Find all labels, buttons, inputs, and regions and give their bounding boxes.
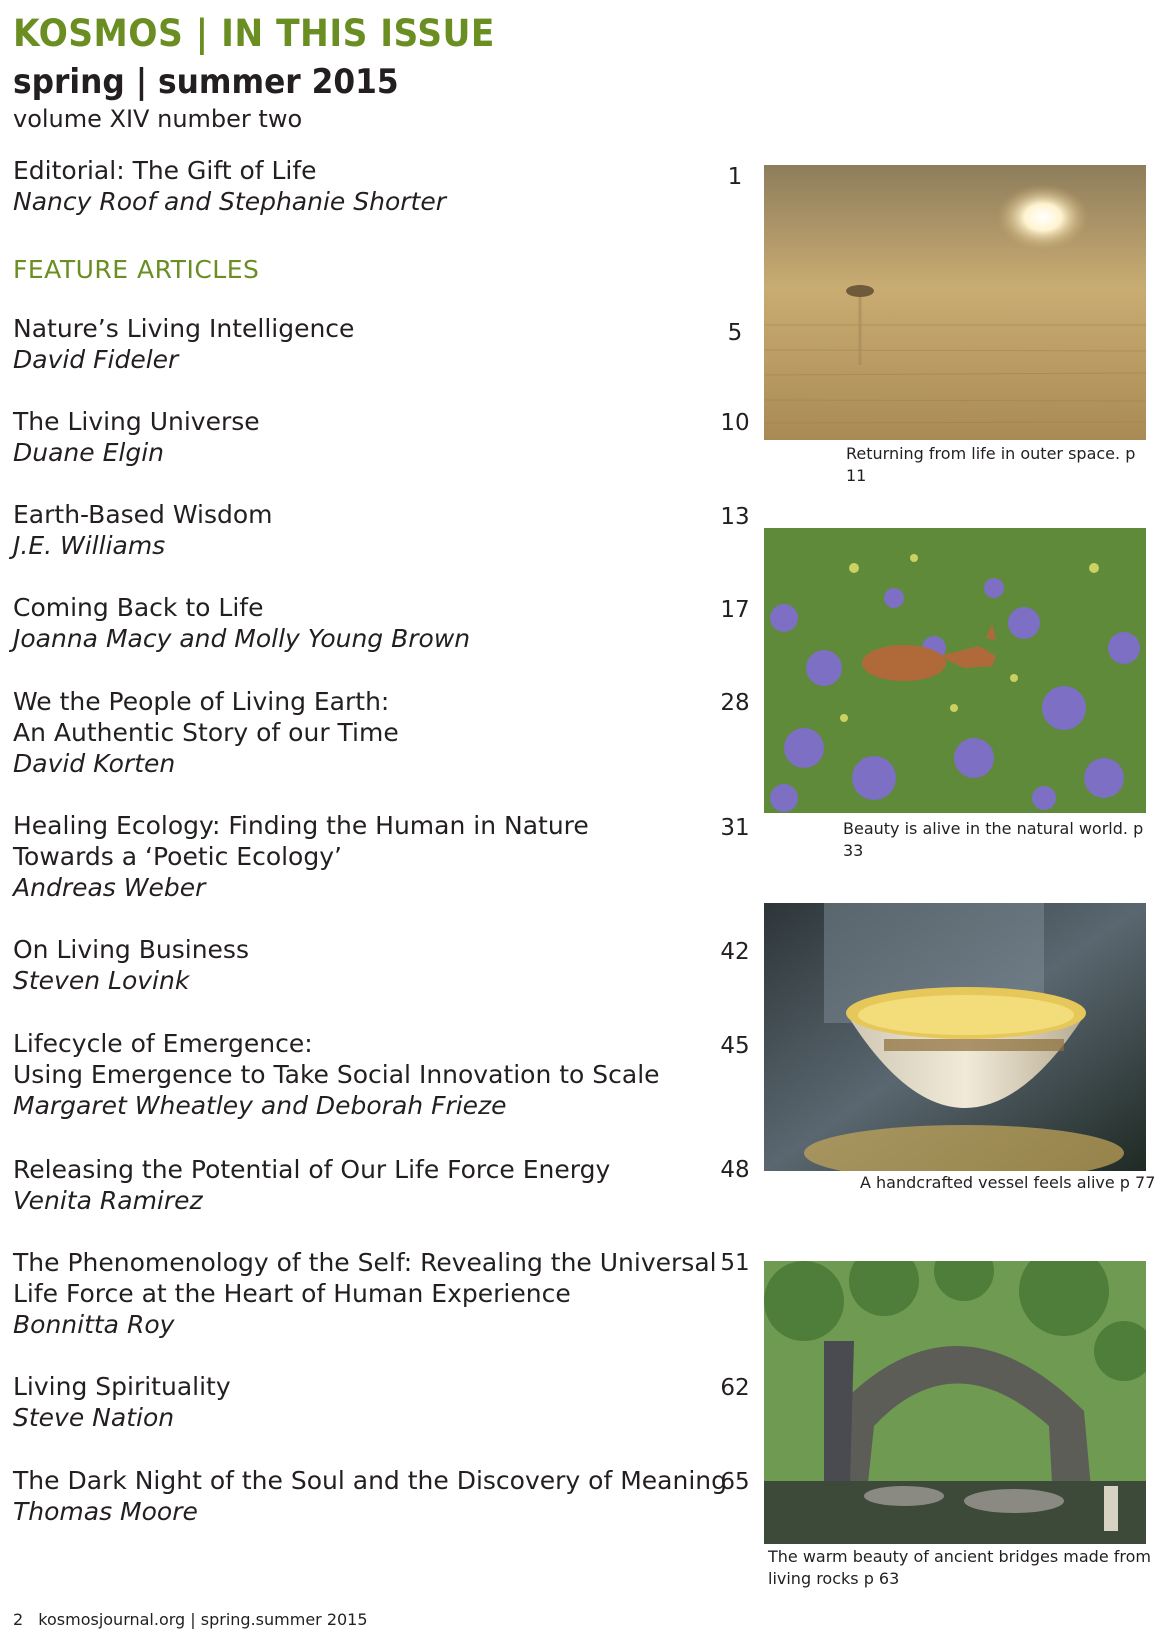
entry-author: Steven Lovink (13, 966, 190, 995)
entry-author: Nancy Roof and Stephanie Shorter (13, 187, 446, 216)
issue-kicker: KOSMOS | IN THIS ISSUE (13, 12, 495, 55)
entry-page-number: 62 (720, 1375, 750, 1401)
entry-title-line-1: The Phenomenology of the Self: Revealing the Universal (13, 1248, 717, 1277)
entry-page-number: 31 (720, 815, 750, 841)
toc-entry[interactable] (13, 1371, 713, 1433)
issue-volume: volume XIV number two (13, 105, 303, 133)
entry-page-number: 13 (720, 504, 750, 530)
entry-title-line-2: An Authentic Story of our Time (13, 718, 399, 747)
entry-title-line-1: Healing Ecology: Finding the Human in Nature (13, 811, 589, 840)
entry-page-number: 17 (720, 597, 750, 623)
entry-page-number: 10 (720, 410, 750, 436)
entry-page-number: 5 (727, 320, 743, 346)
toc-entry-editorial[interactable] (13, 155, 713, 217)
toc-entry[interactable] (13, 1028, 713, 1121)
photo-caption: Returning from life in outer space. p 11 (846, 444, 1136, 485)
entry-title: Nature’s Living Intelligence (13, 314, 355, 343)
vessel-photo (764, 903, 1146, 1171)
entry-page-number: 28 (720, 690, 750, 716)
photo-caption (768, 1546, 1151, 1590)
deer-meadow-photo (764, 528, 1146, 813)
footer-site[interactable]: kosmosjournal.org | spring.summer 2015 (38, 1610, 368, 1629)
toc-entry[interactable] (13, 499, 713, 561)
entry-title-line-1: Lifecycle of Emergence: (13, 1029, 313, 1058)
entry-author: Steve Nation (13, 1403, 175, 1432)
entry-author: J.E. Williams (13, 531, 166, 560)
entry-page-number: 51 (720, 1250, 750, 1276)
entry-author: David Fideler (13, 345, 179, 374)
entry-title: Editorial: The Gift of Life (13, 156, 317, 185)
toc-entry[interactable] (13, 406, 713, 468)
toc-entry[interactable] (13, 592, 713, 654)
toc-entry[interactable] (13, 1154, 713, 1216)
photo-caption: Beauty is alive in the natural world. p 33 (843, 819, 1144, 860)
entry-author: Andreas Weber (13, 873, 206, 902)
photo-caption: A handcrafted vessel feels alive p 77 (860, 1173, 1156, 1192)
entry-title: The Dark Night of the Soul and the Discovery of Meaning (13, 1466, 727, 1495)
toc-entry[interactable] (13, 1465, 727, 1527)
toc-entry[interactable] (13, 686, 713, 779)
toc-entry[interactable] (13, 934, 713, 996)
entry-author: Margaret Wheatley and Deborah Frieze (13, 1091, 507, 1120)
toc-entry[interactable] (13, 313, 713, 375)
entry-title-line-1: We the People of Living Earth: (13, 687, 390, 716)
page-footer (13, 1610, 368, 1629)
entry-title-line-2: Life Force at the Heart of Human Experience (13, 1279, 571, 1308)
entry-page-number: 1 (727, 164, 743, 190)
entry-title: Earth-Based Wisdom (13, 500, 273, 529)
footer-page-number: 2 (13, 1610, 24, 1629)
entry-title: On Living Business (13, 935, 249, 964)
entry-author: Duane Elgin (13, 438, 164, 467)
entry-author: David Korten (13, 749, 176, 778)
entry-title-line-2: Using Emergence to Take Social Innovation to Scale (13, 1060, 660, 1089)
photo-caption-line-1: The warm beauty of ancient bridges made from (768, 1547, 1151, 1566)
entry-title: Releasing the Potential of Our Life Force Energy (13, 1155, 611, 1184)
issue-season: spring | summer 2015 (13, 62, 399, 102)
toc-entry[interactable] (13, 810, 713, 903)
section-heading: FEATURE ARTICLES (13, 255, 260, 284)
entry-title: Coming Back to Life (13, 593, 264, 622)
stone-bridge-photo (764, 1261, 1146, 1544)
entry-title: Living Spirituality (13, 1372, 231, 1401)
entry-title: The Living Universe (13, 407, 260, 436)
entry-page-number: 45 (720, 1033, 750, 1059)
toc-entry[interactable] (13, 1247, 717, 1340)
entry-page-number: 48 (720, 1157, 750, 1183)
entry-author: Joanna Macy and Molly Young Brown (13, 624, 471, 653)
entry-title-line-2: Towards a ‘Poetic Ecology’ (13, 842, 342, 871)
entry-author: Venita Ramirez (13, 1186, 203, 1215)
photo-caption-line-2: living rocks p 63 (768, 1569, 900, 1588)
entry-author: Thomas Moore (13, 1497, 198, 1526)
sunset-ocean-photo (764, 165, 1146, 440)
entry-page-number: 65 (720, 1469, 750, 1495)
entry-page-number: 42 (720, 939, 750, 965)
entry-author: Bonnitta Roy (13, 1310, 175, 1339)
masthead (13, 14, 531, 134)
